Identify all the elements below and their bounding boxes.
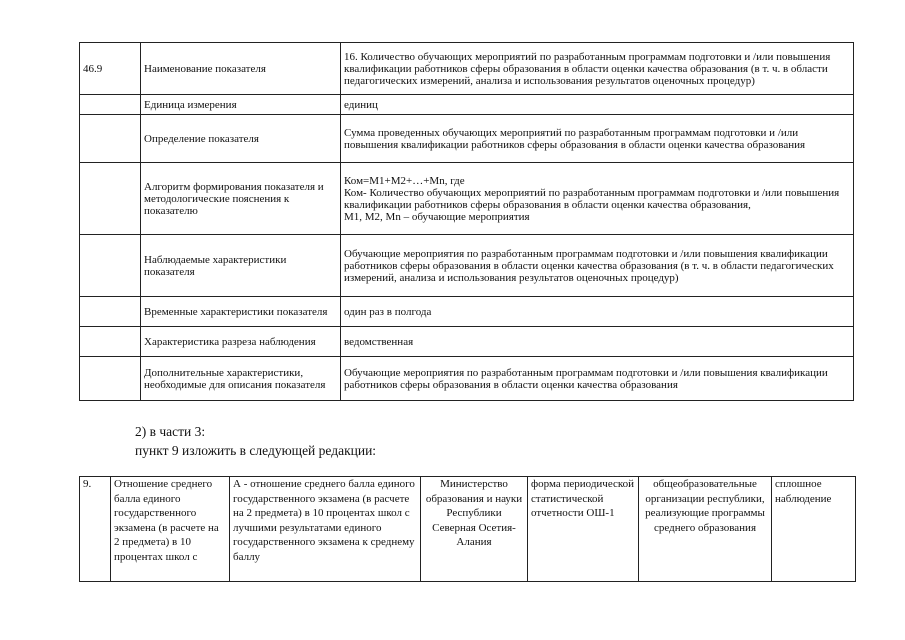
- row-value: ведомственная: [341, 327, 854, 357]
- observation-object: общеобразовательные организации республики, реализующие программы среднего образования: [639, 477, 772, 582]
- source-form: форма периодической статистической отчетности ОШ-1: [528, 477, 639, 582]
- row-value: единиц: [341, 95, 854, 115]
- empty-cell: [80, 235, 141, 297]
- formula-description: Ком- Количество обучающих мероприятий по разработанным программам подготовки и /или повышения квалификации работников сферы образования в области оценки качества образования,: [344, 186, 840, 211]
- row-label: Определение показателя: [141, 115, 341, 163]
- empty-cell: [80, 327, 141, 357]
- row-value: [341, 163, 854, 235]
- row-value: Сумма проведенных обучающих мероприятий по разработанным программам подготовки и /или повышения квалификации работников сферы образования в области оценки качества образования: [341, 115, 854, 163]
- empty-cell: [80, 357, 141, 401]
- table-row: [80, 43, 854, 95]
- empty-cell: [80, 115, 141, 163]
- row-value: один раз в полгода: [341, 297, 854, 327]
- indicator-name: Отношение среднего балла единого государственного экзамена (в расчете на 2 предмета) в 10 процентах школ с: [111, 477, 230, 582]
- table-row: [80, 163, 854, 235]
- row-label: Дополнительные характеристики, необходимые для описания показателя: [141, 357, 341, 401]
- row-value: 16. Количество обучающих мероприятий по разработанным программам подготовки и /или повышения квалификации работников сферы образования в области оценки качества образования (в т. ч. в области педагогических измерений, анализа и использования результатов оценочных процедур): [341, 43, 854, 95]
- formula-items: М1, М2, Мn – обучающие мероприятия: [344, 210, 530, 223]
- indicator-table: [79, 42, 854, 401]
- observation-type: сплошное наблюдение: [772, 477, 856, 582]
- responsible-body: Министерство образования и науки Республики Северная Осетия-Алания: [421, 477, 528, 582]
- row-label: Наименование показателя: [141, 43, 341, 95]
- item-number: 9.: [80, 477, 111, 582]
- part-heading: 2) в части 3:: [135, 424, 206, 439]
- row-value: Обучающие мероприятия по разработанным программам подготовки и /или повышения квалификации работников сферы образования в области оценки качества образования: [341, 357, 854, 401]
- row-value: Обучающие мероприятия по разработанным программам подготовки и /или повышения квалификации работников сферы образования в области оценки качества образования (в т. ч. в области педагогических измерений, анализа и использования результатов оценочных процедур): [341, 235, 854, 297]
- table-row: [80, 357, 854, 401]
- table-row: [80, 235, 854, 297]
- table-row: [80, 95, 854, 115]
- empty-cell: [80, 297, 141, 327]
- empty-cell: [80, 95, 141, 115]
- table-row: [80, 477, 856, 582]
- instruction-text: пункт 9 изложить в следующей редакции:: [135, 443, 377, 458]
- revision-table: [79, 476, 856, 582]
- row-label: Временные характеристики показателя: [141, 297, 341, 327]
- indicator-number: 46.9: [80, 43, 141, 95]
- row-label: Алгоритм формирования показателя и методологические пояснения к показателю: [141, 163, 341, 235]
- table-row: [80, 327, 854, 357]
- calculation-method: А - отношение среднего балла единого государственного экзамена (в расчете на 2 предмета) в 10 процентах школ с лучшими результатами единого государственного экзамена к среднему баллу: [230, 477, 421, 582]
- formula-line: Ком=М1+М2+…+Мn, где: [344, 174, 465, 187]
- table-row: [80, 297, 854, 327]
- row-label: Наблюдаемые характеристики показателя: [141, 235, 341, 297]
- row-label: Единица измерения: [141, 95, 341, 115]
- empty-cell: [80, 163, 141, 235]
- row-label: Характеристика разреза наблюдения: [141, 327, 341, 357]
- table-row: [80, 115, 854, 163]
